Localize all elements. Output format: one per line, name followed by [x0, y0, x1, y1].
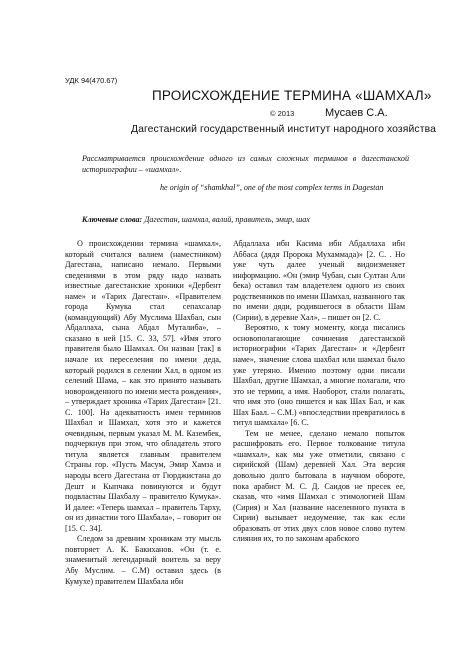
abstract-ru: Рассматривается происхождение одного из самых сложных терминов в дагестанской историографии – «шамхал».	[82, 154, 409, 174]
paragraph: Тем не менее, сделано немало попыток расшифровать его. Первое толкование титула «шамхал», как мы уже отметили, связано с сирийской (Шам) деревней Хал. Эта версия довольно долго бытовала в научном обороте, пока арабист М. С. Д. Саидов не пресек ее, сказав, что «имя Шамхал с этимологией Шам (Сирия) и Хал (название населенного пункта в Сирии) вызывает недоумение, так как если образовать от этих двух слов новое слово путем слияния их, то по законам арабского	[233, 428, 405, 544]
udk-code: УДК 94(470.67)	[65, 76, 118, 85]
author-name: Мусаев С.А.	[325, 107, 388, 119]
column-right	[233, 239, 405, 545]
paragraph: О происхождении термина «шамхал», который считался валием (наместником) Дагестана, написано немало. Первыми сведениями в этом ряду надо назвать известные дагестанские хроники «Дербент наме» и «Тарих Дагестан». «Правителем города Кумука стал сепахсалар (командующий) Абу Муслима Шахбал, сын Абдаллаха, сына Абдал Муталиба», – сказано в ней [15. С. 33, 57]. «Имя этого правителя было Шамхал. Он назван [так] в начале их переселения по имени деда, который родился в селении Хал, в одном из селений Шама, – как это принято называть новорожденного по имени места рождения», – утверждает хроника «Тарих Дагестан» [21. С. 100]. На адекватность имен терминов Шахбал и Шамхал, хотя это и кажется очевидным, первым указал М. М. Казембек, подчеркнув при этом, что обладатель этого титула является главным правителем Страны гор. «Пусть Масум, Эмир Хамза и народы всего Дагестана от Гюрджистана до Дешт и Кыпчака повинуются и будут подвластны Шахбалу – правителю Кумука». И далее: «Теперь шамхал – правитель Тарху, он из династии того Шахбала», – говорит он [15. С. 34].	[65, 239, 221, 533]
article-title: ПРОИСХОЖДЕНИЕ ТЕРМИНА «ШАМХАЛ»	[152, 88, 432, 103]
abstract-en: he origin of “shamkhal”, one of the most complex terms in Dagestan	[160, 183, 384, 192]
keywords-label: Ключевые слова:	[82, 215, 143, 224]
keywords-list: Дагестан, шамхал, валий, правитель, эмир, шах	[142, 215, 310, 224]
paragraph: Следом за древним хроникам эту мысль повторяет А. К. Бакиханов. «Он (т. е. знаменитый легендарный воитель за веру Абу Муслим. – С.М) оставил здесь (в Кумухе) правителем Шахбала ибн	[65, 534, 221, 586]
paragraph: Абдаллаха ибн Касима ибн Абдаллаха ибн Аббаса (дядя Пророка Мухаммада)» [2. С. . Но уже чуть далее ученый видоизменяет информацию. «Он (эмир Чубан, сын Султан Али бека) оставил там владетелем одного из своих родственников по имени Шамхал, названного так по имени дяди, родившегося в области Шам (Сирии), в деревне Хал», – пишет он [2. С.	[233, 239, 405, 322]
institution: Дагестанский государственный институт народного хозяйства	[131, 124, 436, 135]
copyright-year: © 2013	[270, 109, 295, 118]
column-left	[65, 239, 221, 587]
keywords	[82, 215, 310, 224]
paragraph: Вероятно, к тому моменту, когда писались основополагающие сочинения дагестанской историографии «Тарих Дагестан» и «Дербент наме», значение слова шахбал или шамхал было уже утеряно. Именно поэтому одни писали Шахбал, другие Шамхал, а многие полагали, что это не термин, а имя. Наоборот, стали полагать, что имя это (оно пишется и как Шах Бал, и как Шах Баал. – С.М.) «впоследствии превратилось в титул шамхала» [6. С.	[233, 323, 405, 428]
